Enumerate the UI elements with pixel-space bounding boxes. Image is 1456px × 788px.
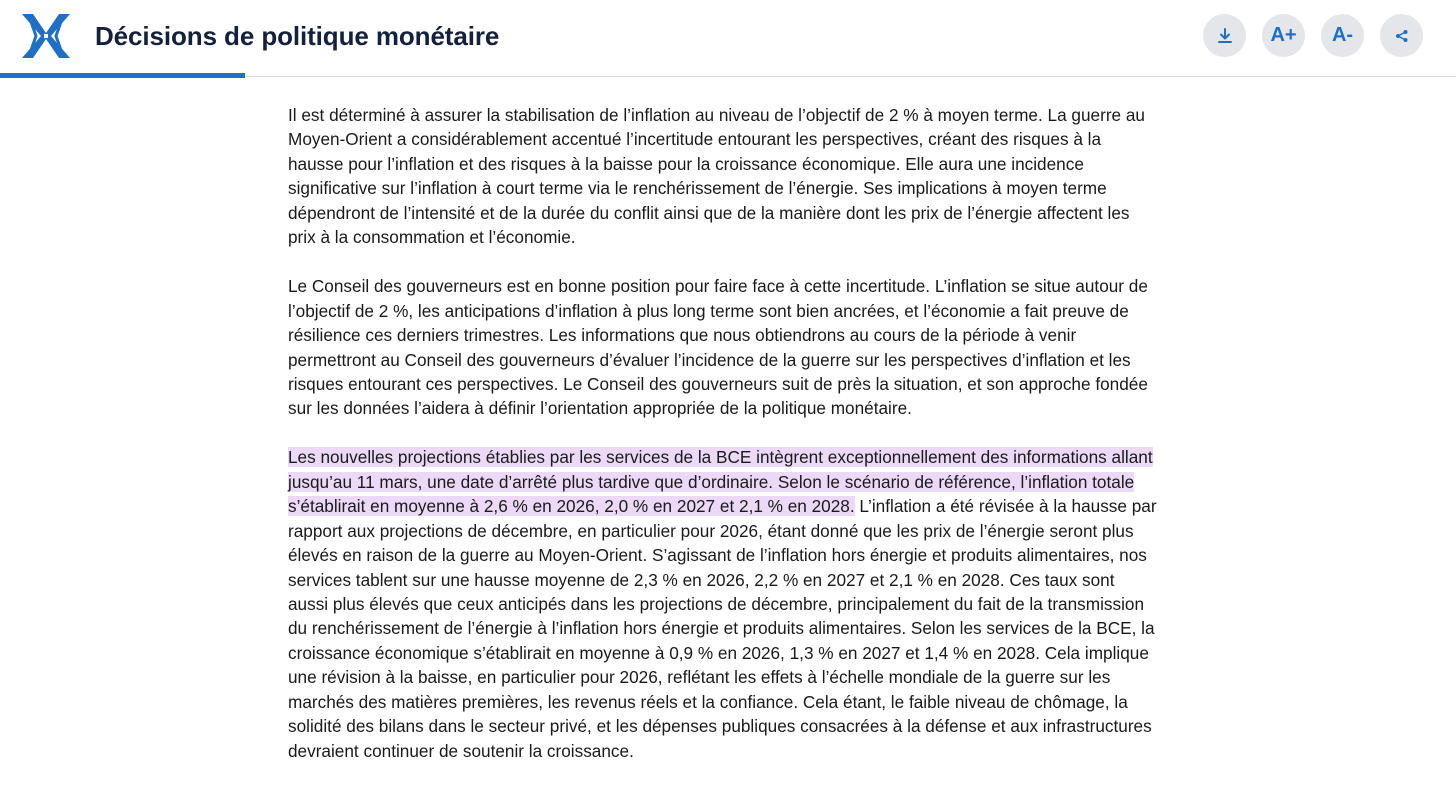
highlighted-text[interactable]: Les nouvelles projections établies par les services de la BCE intègrent exceptionnellement des informations allant jusqu’au 11 mars, une date d’arrêté plus tardive que d’ordinaire. Selon le scénario de référence, l’inflation totale s’établirait en moyenne à 2,6 % en 2026, 2,0 % en 2027 et 2,1 % en 2028.: [288, 447, 1153, 517]
increase-font-button[interactable]: A+: [1262, 14, 1305, 57]
share-icon: [1395, 29, 1409, 43]
paragraph-text: L’inflation a été révisée à la hausse par rapport aux projections de décembre, en particulier pour 2026, étant donné que les prix de l’énergie seront plus élevés en raison de la guerre au Moyen-Orient. S’agissant de l’inflation hors énergie et produits alimentaires, nos services tablent sur une hausse moyenne de 2,3 % en 2026, 2,2 % en 2027 et 2,1 % en 2028. Ces taux sont aussi plus élevés que ceux anticipés dans les projections de décembre, principalement du fait de la transmission du renchérissement de l’énergie à l’inflation hors énergie et produits alimentaires. Selon les services de la BCE, la croissance économique s’établirait en moyenne à 0,9 % en 2026, 1,3 % en 2027 et 1,4 % en 2028. Cela implique une révision à la baisse, en particulier pour 2026, reflétant les effets à l’échelle mondiale de la guerre sur les marchés des matières premières, les revenus réels et la confiance. Cela étant, le faible niveau de chômage, la solidité des bilans dans le secteur privé, et les dépenses publiques consacrées à la défense et aux infrastructures devraient continuer de soutenir la croissance.: [288, 496, 1157, 761]
download-icon: [1216, 27, 1234, 45]
paragraph: Il est déterminé à assurer la stabilisation de l’inflation au niveau de l’objectif de 2 % à moyen terme. La guerre au Moyen-Orient a considérablement accentué l’incertitude entourant les perspectives, créant des risques à la hausse pour l’inflation et des risques à la baisse pour la croissance économique. Elle aura une incidence significative sur l’inflation à court terme via le renchérissement de l’énergie. Ses implications à moyen terme dépendront de l’intensité et de la durée du conflit ainsi que de la manière dont les prix de l’énergie affectent les prix à la consommation et l’économie.: [288, 105, 1145, 248]
toolbar: [1203, 14, 1423, 57]
ecb-logo-icon[interactable]: [20, 10, 72, 62]
article-body: [288, 103, 1158, 788]
top-bar: [0, 0, 1456, 77]
share-button[interactable]: [1380, 14, 1423, 57]
download-button[interactable]: [1203, 14, 1246, 57]
paragraph: [288, 445, 1158, 763]
page-title: Décisions de politique monétaire: [95, 21, 500, 51]
decrease-font-button[interactable]: A-: [1321, 14, 1364, 57]
reading-progress-bar: [0, 73, 245, 78]
paragraph: Le Conseil des gouverneurs est en bonne position pour faire face à cette incertitude. L’inflation se situe autour de l’objectif de 2 %, les anticipations d’inflation à plus long terme sont bien ancrées, et l’économie a fait preuve de résilience ces derniers trimestres. Les informations que nous obtiendrons au cours de la période à venir permettront au Conseil des gouverneurs d’évaluer l’incidence de la guerre sur les perspectives d’inflation et les risques entourant ces perspectives. Le Conseil des gouverneurs suit de près la situation, et son approche fondée sur les données l’aidera à définir l’orientation appropriée de la politique monétaire.: [288, 276, 1148, 419]
